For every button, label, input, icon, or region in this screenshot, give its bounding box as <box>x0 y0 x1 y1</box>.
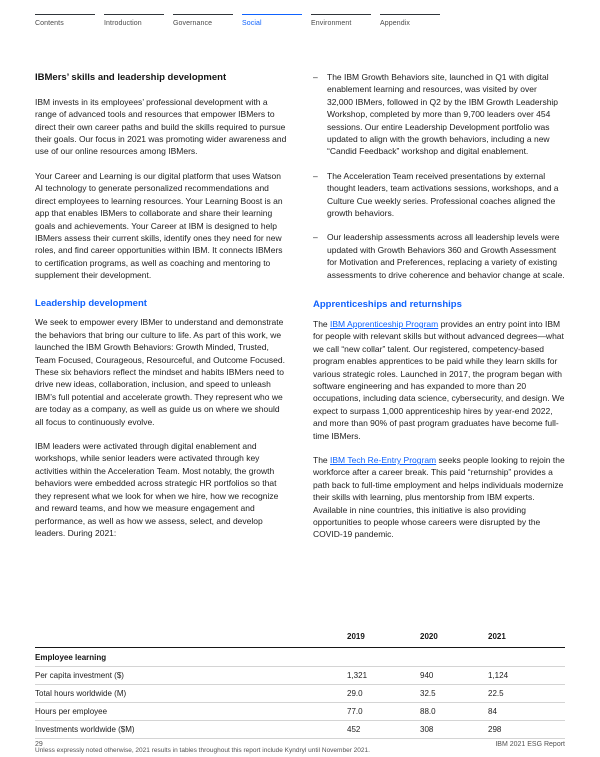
paragraph-intro: IBM invests in its employees’ professional development with a range of advanced tools and resources that empower IBMers to direct their own career paths and build the skills required to pursue their goals. Our focus in 2021 was promoting wider awareness and use of our online resources among IBMers. <box>35 96 287 157</box>
row-value-2020: 308 <box>420 725 434 734</box>
row-value-2021: 84 <box>488 707 497 716</box>
table-row <box>35 702 565 720</box>
paragraph-career-learning: Your Career and Learning is our digital platform that uses Watson AI technology to generate personalized recommendations and direct employees to learning resources. Your Learning Boost is an app that enables IBMers to collaborate and share their learning goals and achievements. Your Career at IBM is designed to help IBMers assess their current skills, identify ones they need for new roles, and find career opportunities within IBM. It connects IBMers to certification programs, as well as coaching and mentoring to supplement their development. <box>35 170 283 281</box>
table-section-row <box>35 647 565 666</box>
table-footnote: Unless expressly noted otherwise, 2021 results in tables throughout this report include Kyndryl until November 2021. <box>35 747 370 754</box>
row-value-2020: 32.5 <box>420 689 436 698</box>
tab-environment-label: Environment <box>311 20 352 27</box>
paragraph-leaders-activated: IBM leaders were activated through digital enablement and workshops, while senior leaders were activated through key activities within the Acceleration Team. Most notably, the growth behaviors were embedded across strategic HR portfolios so that they represent what we look for when we hire, how we recognize and reward teams, and how we measure engagement and performance, as well as how we assess, select, and develop leaders. During 2021: <box>35 441 279 538</box>
list-item <box>313 71 565 158</box>
row-label: Per capita investment ($) <box>35 671 124 680</box>
employee-learning-table <box>35 632 565 754</box>
year-header-2019: 2019 <box>347 632 365 641</box>
year-header-2021: 2021 <box>488 632 506 641</box>
section-heading-leadership-development: Leadership development <box>35 297 147 309</box>
row-label: Total hours worldwide (M) <box>35 689 127 698</box>
row-value-2021: 1,124 <box>488 671 509 680</box>
table-row <box>35 720 565 739</box>
year-header-2020: 2020 <box>420 632 438 641</box>
tab-social-label: Social <box>242 20 262 27</box>
row-value-2020: 88.0 <box>420 707 436 716</box>
section-heading-apprenticeships: Apprenticeships and returnships <box>313 299 462 311</box>
row-value-2019: 452 <box>347 725 361 734</box>
paragraph-text: The <box>313 318 331 329</box>
row-value-2019: 77.0 <box>347 707 363 716</box>
table-row <box>35 684 565 702</box>
bullet-text-leadership-assessments: Our leadership assessments across all leadership levels were updated with Growth Behaviors 360 and Growth Assessment for Motivation and Preferences, replacing a variety of existing assessments to drive coherence and behavior change at scale. <box>327 232 565 280</box>
row-value-2021: 22.5 <box>488 689 504 698</box>
row-label: Investments worldwide ($M) <box>35 725 135 734</box>
paragraph-growth-behaviors: We seek to empower every IBMer to understand and demonstrate the behaviors that bring our culture to life. As part of this work, we launched the IBM Growth Behaviors: Growth Minded, Trusted, Team Focused, Courageous, Resourceful, and Outcome Focused. These six behaviors reflect the mindset and habits IBMers need to drive new ideas, collaboration, inclusion, and speed to unleash IBM’s full potential and accelerate growth. They represent who we are today as a company, as well as guide us on where we should all focus to continuously evolve. <box>35 317 285 427</box>
page-title: IBMers’ skills and leadership development <box>35 72 227 83</box>
paragraph-tech-reentry <box>313 454 565 541</box>
table-section-title: Employee learning <box>35 652 107 662</box>
tab-governance[interactable] <box>173 14 233 27</box>
tab-introduction-label: Introduction <box>104 20 142 27</box>
bullet-text-growth-behaviors-site: The IBM Growth Behaviors site, launched in Q1 with digital enablement learning and resources, was visited by over 32,000 IBMers, followed in Q2 by the IBM Growth Leadership Workshop, completed by more than 9,700 leaders over 454 sessions. Our entire Leadership Development portfolio was updated to align with the growth behaviors, including a new “Candid Feedback” workshop and digital enablement. <box>327 72 559 157</box>
paragraph-text: The <box>313 455 331 466</box>
right-column <box>313 71 565 553</box>
tech-reentry-program-link[interactable]: IBM Tech Re-Entry Program <box>330 455 437 466</box>
row-value-2019: 29.0 <box>347 689 363 698</box>
table-row <box>35 666 565 684</box>
paragraph-apprenticeship <box>313 318 565 442</box>
apprenticeship-program-link[interactable]: IBM Apprenticeship Program <box>330 318 439 329</box>
row-value-2019: 1,321 <box>347 671 368 680</box>
tab-governance-label: Governance <box>173 20 213 27</box>
page-number: 29 <box>35 741 43 748</box>
bullet-dash: – <box>313 170 318 181</box>
tab-appendix-label: Appendix <box>380 20 410 27</box>
row-label: Hours per employee <box>35 707 108 716</box>
main-content <box>0 71 600 553</box>
tab-social[interactable] <box>242 14 302 27</box>
row-value-2020: 940 <box>420 671 434 680</box>
list-item <box>313 170 565 220</box>
tab-contents[interactable] <box>35 14 95 27</box>
bullet-dash: – <box>313 232 318 243</box>
tab-contents-label: Contents <box>35 20 64 27</box>
paragraph-text: provides an entry point into IBM for people with relevant skills but without advanced degrees—what we call “new collar” talent. Our registered, competency-based program enables apprentices to be paid while they learn skills for various strategic roles. Launched in 2017, the program began with software engineering and has expanded to more than 20 occupations, including data science, cybersecurity, and design. We expect to surpass 1,000 apprenticeship hires by year-end 2022, and more than 90% of past program graduates have become full-time IBMers. <box>313 318 565 441</box>
row-value-2021: 298 <box>488 725 502 734</box>
top-nav <box>0 0 600 27</box>
paragraph-text: seeks people looking to rejoin the workforce after a career break. This paid “returnship” provides a path back to full-time employment and helps individuals modernize their skills with learning, plus mentorship from IBM experts. Available in nine countries, this initiative is also providing opportunities to people whose careers were disrupted by the COVID-19 pandemic. <box>313 455 565 540</box>
report-title: IBM 2021 ESG Report <box>495 741 565 748</box>
tab-environment[interactable] <box>311 14 371 27</box>
table-year-header-row <box>35 632 565 647</box>
bullet-text-acceleration-team: The Acceleration Team received presentations by external thought leaders, team activations sessions, workshops, and a Culture Cue weekly series. Professional coaches aligned the growth behaviors. <box>327 170 559 219</box>
tab-introduction[interactable] <box>104 14 164 27</box>
page-footer <box>35 741 565 748</box>
left-column <box>35 71 287 553</box>
tab-appendix[interactable] <box>380 14 440 27</box>
list-item <box>313 231 565 281</box>
bullet-dash: – <box>313 72 318 82</box>
